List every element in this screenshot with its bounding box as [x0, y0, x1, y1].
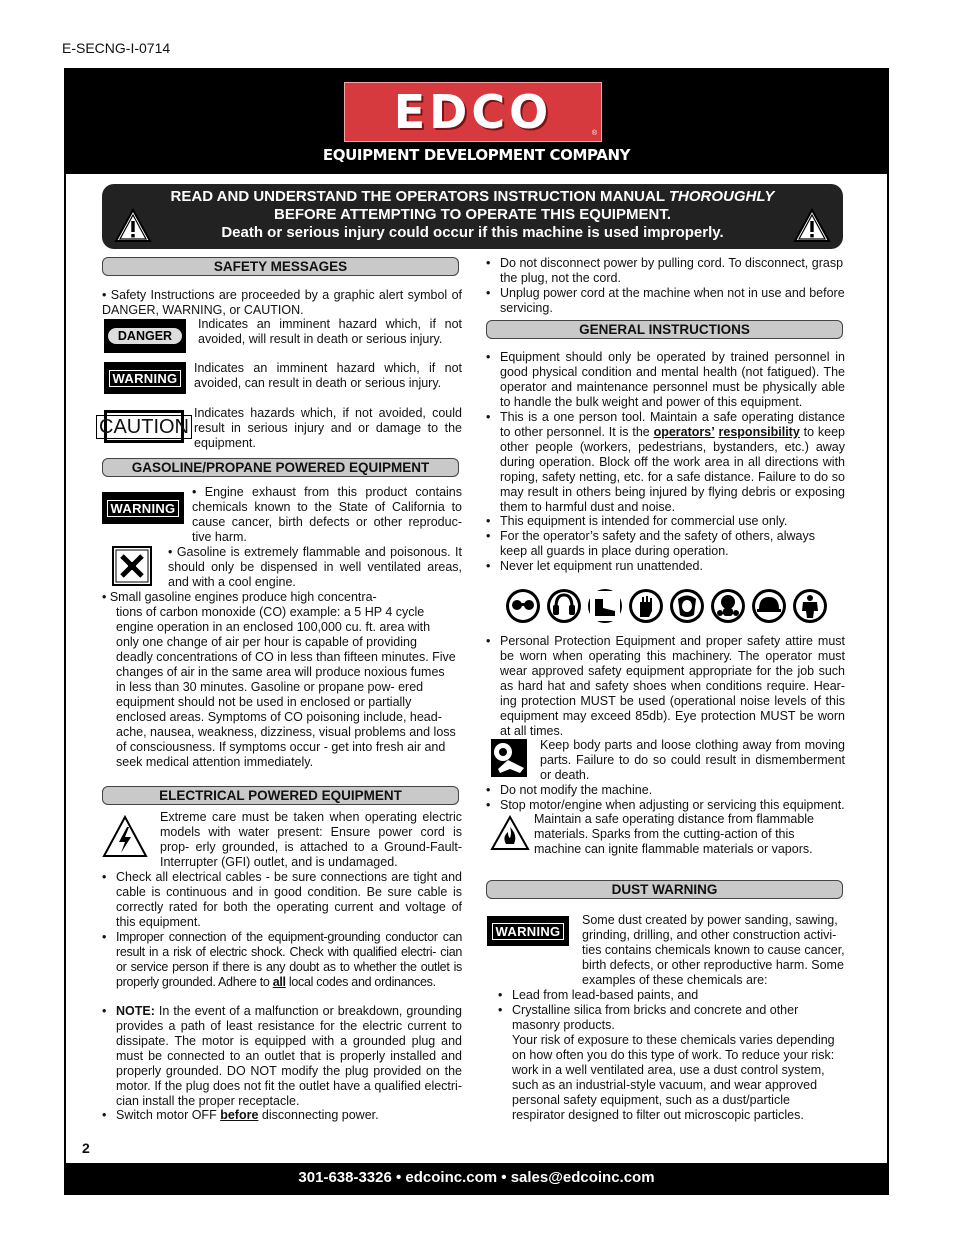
banner-line-1-text: READ AND UNDERSTAND THE OPERATORS INSTRUCTION MANUAL — [170, 188, 669, 205]
do-not-modify-text: Do not modify the machine. — [500, 783, 653, 797]
switch-off-text — [116, 1108, 462, 1123]
unplug-text: Unplug power cord at the machine when not in use and before servicing. — [500, 286, 845, 315]
co-heading-line: • Small gasoline engines produce high concentra- — [102, 590, 377, 604]
warning-label-text: WARNING — [107, 500, 180, 517]
guards-text: For the operator’s safety and the safety of others, always keep all guards in place during operation. — [500, 529, 815, 558]
gasoline-flammable-text: • Gasoline is extremely flammable and poisonous. It should only be dispensed in well ventilated areas, and with a cool engine. — [168, 545, 462, 589]
bullet: • — [486, 634, 491, 648]
bullet: • — [498, 988, 503, 1002]
banner-line-2: BEFORE ATTEMPTING TO OPERATE THIS EQUIPMENT. — [274, 206, 671, 223]
gasoline-warning-label — [102, 492, 184, 524]
bullet: • — [486, 783, 491, 797]
one-person-tool-text — [500, 410, 845, 515]
electrical-heading: ELECTRICAL POWERED EQUIPMENT — [102, 786, 459, 805]
bullet: • — [102, 1004, 107, 1018]
operators-emphasis: operators’ — [653, 425, 715, 439]
engine-exhaust-text: • Engine exhaust from this product contains chemicals known to the State of California to cause cancer, birth defects or other reproduc- tive harm. — [192, 485, 462, 544]
grounding-text-pre: Improper connection of the equipment-grounding conductor can result in a risk of electric shock. Check with qualified electri- cian or service person if there is any doubt as to whether the outlet is properly grounded. Adhere to — [116, 930, 462, 989]
dust-intro: Some dust created by power sanding, sawing, grinding, drilling, and other construction activi- ties contains chemicals known to cause cancer, birth defects, or other reproductive harm. Some examples of these chemicals are: — [582, 913, 845, 987]
silica-text: Crystalline silica from bricks and concrete and other masonry products. — [512, 1003, 799, 1032]
caution-label-text: CAUTION — [96, 415, 192, 439]
general-instructions-heading: GENERAL INSTRUCTIONS — [486, 320, 843, 339]
carbon-monoxide-text: tions of carbon monoxide (CO) example: a 5 HP 4 cycle engine operation in an enclosed 100,000 cu. ft. area with only one change of air per hour is capable of providing deadly concentrations of CO in less than fifteen minutes. Five changes of air in the same area will produce noxious fumes in less than 30 minutes. Gasoline or propane pow- ered equipment should not be used in enclosed or partially enclosed areas. Symptoms of CO poisoning include, head- ache, nausea, weakness, dizziness, visual problems and loss of consciousness. If symptoms occur - get into fresh air and seek medical attention immediately. — [116, 605, 456, 769]
header-band — [66, 70, 887, 174]
note-text — [116, 1004, 462, 1109]
switch-off-post: disconnecting power. — [258, 1108, 379, 1122]
electrical-shock-icon — [102, 815, 148, 858]
stop-motor-text: Stop motor/engine when adjusting or servicing this equipment. — [500, 798, 845, 812]
note-label: NOTE: — [116, 1004, 155, 1018]
electrical-intro: Extreme care must be taken when operating electric models with water present: Ensure power cord is prop- erly grounded, is attached to a Ground-Fault-Interrupter (GFI) outlet, and is undamaged. — [160, 810, 462, 869]
grounding-text — [116, 930, 462, 990]
fire-text: Maintain a safe operating distance from flammable materials. Sparks from the cutting-action of this machine can ignite flammable materials or vapors. — [534, 812, 815, 856]
fire-hazard-icon — [490, 815, 530, 851]
safety-boot-icon — [588, 589, 622, 623]
bullet: • — [102, 930, 107, 944]
bullet: • — [102, 870, 107, 884]
document-code: E-SECNG-I-0714 — [62, 40, 171, 56]
danger-description: Indicates an imminent hazard which, if not avoided, will result in death or serious injury. — [198, 317, 462, 346]
bullet: • — [486, 529, 491, 543]
bullet: • — [486, 350, 491, 364]
one-person-pre: This is a one person tool. Maintain a safe operating distance to other personnel. It is the — [500, 410, 845, 439]
glove-icon — [629, 589, 663, 623]
hard-hat-icon — [752, 589, 786, 623]
safety-messages-heading: SAFETY MESSAGES — [102, 257, 459, 276]
page-frame — [64, 68, 889, 1195]
responsibility-emphasis: responsibility — [718, 425, 800, 439]
edco-logo — [344, 82, 602, 142]
respirator-icon — [711, 589, 745, 623]
safety-intro: • Safety Instructions are proceeded by a graphic alert symbol of DANGER, WARNING, or CAUTION. — [102, 288, 462, 317]
ear-protection-icon — [547, 589, 581, 623]
bullet: • — [486, 514, 491, 528]
bullet: • — [486, 798, 491, 812]
bullet: • — [486, 286, 491, 300]
page-number: 2 — [82, 1140, 90, 1156]
bullet: • — [486, 559, 491, 573]
unattended-text: Never let equipment run unattended. — [500, 559, 703, 573]
coverall-icon — [793, 589, 827, 623]
cables-text: Check all electrical cables - be sure connections are tight and cable is continuous and in good condition. Be sure cable is correctly rated for both the operating current and voltage of this equipment. — [116, 870, 462, 929]
warning-label-text: WARNING — [492, 923, 565, 940]
bullet: • — [486, 410, 491, 424]
gasoline-heading: GASOLINE/PROPANE POWERED EQUIPMENT — [102, 458, 459, 477]
contact-footer: 301-638-3326 • edcoinc.com • sales@edcoinc.com — [66, 1163, 887, 1193]
dust-warning-label — [487, 916, 569, 946]
lead-paint-text: Lead from lead-based paints, and — [512, 988, 699, 1002]
exposure-text: Your risk of exposure to these chemicals varies depending on how often you do this type of work. To reduce your risk: work in a well ventilated area, use a dust control system, such as an industrial-style vacuum, and wear approved personal safety equipment, such as a dust/particle respirator designed to filter out microscopic particles. — [512, 1033, 835, 1122]
warning-label — [104, 362, 186, 394]
grounding-text-all: all — [272, 975, 286, 989]
registered-mark: ® — [591, 130, 597, 137]
danger-label — [104, 319, 186, 353]
bullet: • — [498, 1003, 503, 1017]
alert-triangle-icon — [114, 208, 152, 243]
goggles-icon — [506, 589, 540, 623]
face-shield-icon — [670, 589, 704, 623]
switch-off-pre: Switch motor OFF — [116, 1108, 221, 1122]
dust-warning-heading: DUST WARNING — [486, 880, 843, 899]
entanglement-text: Keep body parts and loose clothing away from moving parts. Failure to do so could result in dismemberment or death. — [540, 738, 845, 782]
ppe-text: Personal Protection Equipment and proper safety attire must be worn when operating this machinery. The operator must wear approved safety equipment appropriate for the job such as hard hat and safety shoes when conditions require. Hear- ing protection MUST be used (operational noise levels of this equipment may exceed 85db). Eye protection MUST be worn at all times. — [500, 634, 845, 738]
caution-description: Indicates hazards which, if not avoided, could result in serious injury and or damage to the equipment. — [194, 406, 462, 450]
banner-line-1-emphasis: THOROUGHLY — [668, 188, 775, 205]
cord-text: Do not disconnect power by pulling cord. To disconnect, grasp the plug, not the cord. — [500, 256, 844, 285]
caution-label — [99, 410, 189, 443]
note-body: In the event of a malfunction or breakdown, grounding provides a path of least resistance for the electric current to dissipate. The motor is equipped with a grounded plug and must be connected to an outlet that is properly installed and properly grounded. DO NOT modify the plug provided on the motor. If the plug does not fit the outlet have a qualified electri- cian install the proper receptacle. — [116, 1004, 462, 1108]
read-manual-banner — [102, 184, 843, 249]
switch-off-before: before — [220, 1108, 259, 1122]
one-person-post: to keep other people (workers, pedestrians, bystanders, etc.) away during operation. Block off the work area in all directions with roping, safety netting, etc. for a safe distance. Failure to do so may result in others being injured by flying debris or exposing them to harmful dust and noise. — [500, 425, 845, 514]
company-name: EQUIPMENT DEVELOPMENT COMPANY — [322, 146, 631, 164]
grounding-text-post: local codes and ordinances. — [285, 975, 436, 989]
warning-label-text: WARNING — [109, 370, 182, 387]
toxic-hazard-icon — [112, 546, 152, 586]
warning-description: Indicates an imminent hazard which, if not avoided, can result in death or serious injury. — [194, 361, 462, 390]
danger-label-text: DANGER — [108, 328, 182, 344]
banner-line-3: Death or serious injury could occur if this machine is used improperly. — [221, 224, 724, 241]
banner-line-1 — [102, 188, 843, 206]
entanglement-hazard-icon — [490, 738, 528, 778]
alert-triangle-icon — [793, 208, 831, 243]
commercial-use-text: This equipment is intended for commercial use only. — [500, 514, 788, 528]
bullet: • — [486, 256, 491, 270]
bullet: • — [102, 1108, 107, 1122]
trained-personnel-text: Equipment should only be operated by trained personnel in good physical condition and mental health (not fatigued). The operator and maintenance personnel must be physically able to handle the bulk weight and power of this equipment. — [500, 350, 845, 409]
logo-text: EDCO — [393, 85, 553, 139]
